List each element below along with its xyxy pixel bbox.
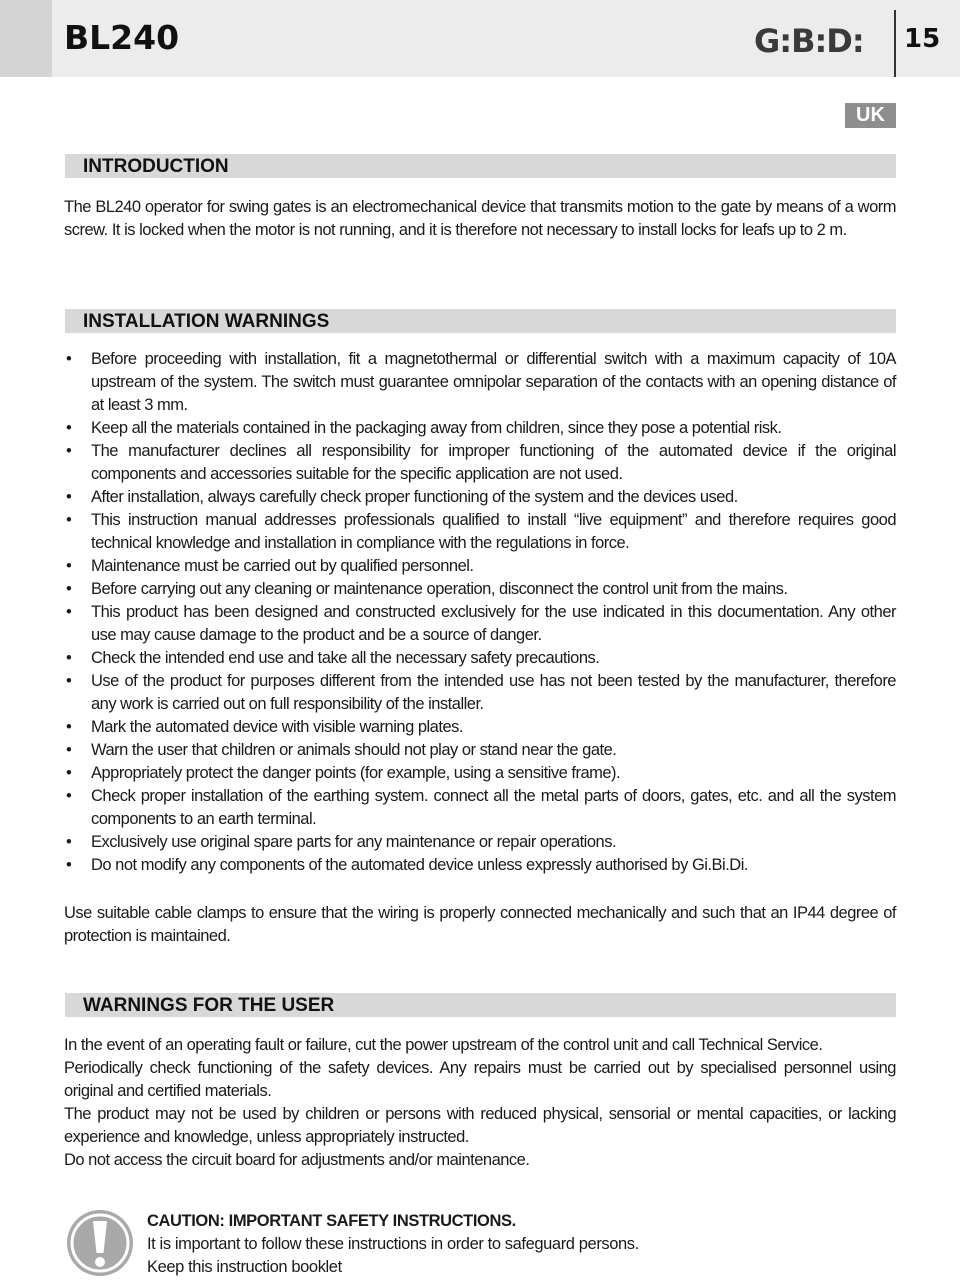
list-item bbox=[64, 578, 896, 601]
bullet: • bbox=[66, 741, 72, 759]
bullet: • bbox=[66, 350, 72, 368]
section-heading-installation-warnings: INSTALLATION WARNINGS bbox=[65, 309, 896, 333]
brand-logo: G:B:D: bbox=[754, 22, 864, 60]
list-item bbox=[64, 670, 896, 716]
list-item bbox=[64, 716, 896, 739]
caution-line: Keep this instruction booklet bbox=[147, 1258, 342, 1276]
warning-exclamation-icon bbox=[64, 1207, 136, 1279]
list-item-text: Mark the automated device with visible warning plates. bbox=[91, 718, 463, 736]
list-item-text: Do not modify any components of the automated device unless expressly authorised by Gi.Bi.Di. bbox=[91, 856, 748, 874]
caution-title: CAUTION: IMPORTANT SAFETY INSTRUCTIONS. bbox=[147, 1212, 516, 1230]
bullet: • bbox=[66, 856, 72, 874]
bullet: • bbox=[66, 718, 72, 736]
page-number: 15 bbox=[904, 24, 941, 54]
header-divider bbox=[894, 10, 896, 77]
caution-block bbox=[147, 1210, 639, 1279]
list-item bbox=[64, 854, 896, 877]
list-item-text: Check the intended end use and take all the necessary safety precautions. bbox=[91, 649, 600, 667]
section-heading-user-warnings: WARNINGS FOR THE USER bbox=[65, 993, 896, 1017]
introduction-text: The BL240 operator for swing gates is an electromechanical device that transmits motion to the gate by means of a worm screw. It is locked when the motor is not running, and it is therefore not necessary to install locks for leafs up to 2 m. bbox=[64, 198, 896, 239]
user-warnings-text bbox=[64, 1034, 896, 1172]
user-warning-line: Do not access the circuit board for adjustments and/or maintenance. bbox=[64, 1151, 530, 1169]
list-item bbox=[64, 785, 896, 831]
list-item bbox=[64, 739, 896, 762]
bullet: • bbox=[66, 511, 72, 529]
user-warning-line: The product may not be used by children or persons with reduced physical, sensorial or mental capacities, or lacking experience and knowledge, unless appropriately instructed. bbox=[64, 1105, 896, 1146]
bullet: • bbox=[66, 649, 72, 667]
section-heading-introduction: INTRODUCTION bbox=[65, 154, 896, 178]
list-item bbox=[64, 348, 896, 417]
list-item-text: Before proceeding with installation, fit a magnetothermal or differential switch with a maximum capacity of 10A upstream of the system. The switch must guarantee omnipolar separation of the contacts with an opening distance of at least 3 mm. bbox=[91, 350, 896, 414]
bullet: • bbox=[66, 557, 72, 575]
list-item-text: After installation, always carefully check proper functioning of the system and the devices used. bbox=[91, 488, 738, 506]
list-item bbox=[64, 762, 896, 785]
bullet: • bbox=[66, 833, 72, 851]
bullet: • bbox=[66, 488, 72, 506]
list-item-text: This instruction manual addresses professionals qualified to install “live equipment” and therefore requires good technical knowledge and installation in compliance with the regulations in force. bbox=[91, 511, 896, 552]
list-item-text: Maintenance must be carried out by qualified personnel. bbox=[91, 557, 474, 575]
list-item-text: Exclusively use original spare parts for any maintenance or repair operations. bbox=[91, 833, 617, 851]
list-item-text: Use of the product for purposes different from the intended use has not been tested by the manufacturer, therefore any work is carried out on full responsibility of the installer. bbox=[91, 672, 896, 713]
list-item bbox=[64, 831, 896, 854]
cable-clamp-note: Use suitable cable clamps to ensure that the wiring is properly connected mechanically and such that an IP44 degree of protection is maintained. bbox=[64, 904, 896, 945]
list-item-text: Before carrying out any cleaning or maintenance operation, disconnect the control unit from the mains. bbox=[91, 580, 788, 598]
model-title: BL240 bbox=[64, 18, 180, 57]
list-item-text: Check proper installation of the earthing system. connect all the metal parts of doors, gates, etc. and all the system components to an earth terminal. bbox=[91, 787, 896, 828]
bullet: • bbox=[66, 672, 72, 690]
list-item bbox=[64, 601, 896, 647]
bullet: • bbox=[66, 764, 72, 782]
list-item bbox=[64, 440, 896, 486]
bullet: • bbox=[66, 603, 72, 621]
list-item-text: Warn the user that children or animals should not play or stand near the gate. bbox=[91, 741, 617, 759]
list-item-text: This product has been designed and constructed exclusively for the use indicated in this documentation. Any other use may cause damage to the product and be a source of danger. bbox=[91, 603, 896, 644]
list-item bbox=[64, 417, 896, 440]
bullet: • bbox=[66, 580, 72, 598]
list-item-text: The manufacturer declines all responsibility for improper functioning of the automated device if the original components and accessories suitable for the specific application are not used. bbox=[91, 442, 896, 483]
list-item bbox=[64, 647, 896, 670]
bullet: • bbox=[66, 419, 72, 437]
list-item-text: Keep all the materials contained in the packaging away from children, since they pose a potential risk. bbox=[91, 419, 782, 437]
language-badge: UK bbox=[845, 103, 896, 128]
installation-warnings-list bbox=[64, 348, 896, 877]
caution-line: It is important to follow these instructions in order to safeguard persons. bbox=[147, 1235, 639, 1253]
list-item bbox=[64, 486, 896, 509]
user-warning-line: In the event of an operating fault or failure, cut the power upstream of the control unit and call Technical Service. bbox=[64, 1036, 823, 1054]
header-tab bbox=[0, 0, 52, 77]
bullet: • bbox=[66, 442, 72, 460]
list-item-text: Appropriately protect the danger points (for example, using a sensitive frame). bbox=[91, 764, 621, 782]
list-item bbox=[64, 509, 896, 555]
user-warning-line: Periodically check functioning of the safety devices. Any repairs must be carried out by specialised personnel using original and certified materials. bbox=[64, 1059, 896, 1100]
bullet: • bbox=[66, 787, 72, 805]
list-item bbox=[64, 555, 896, 578]
